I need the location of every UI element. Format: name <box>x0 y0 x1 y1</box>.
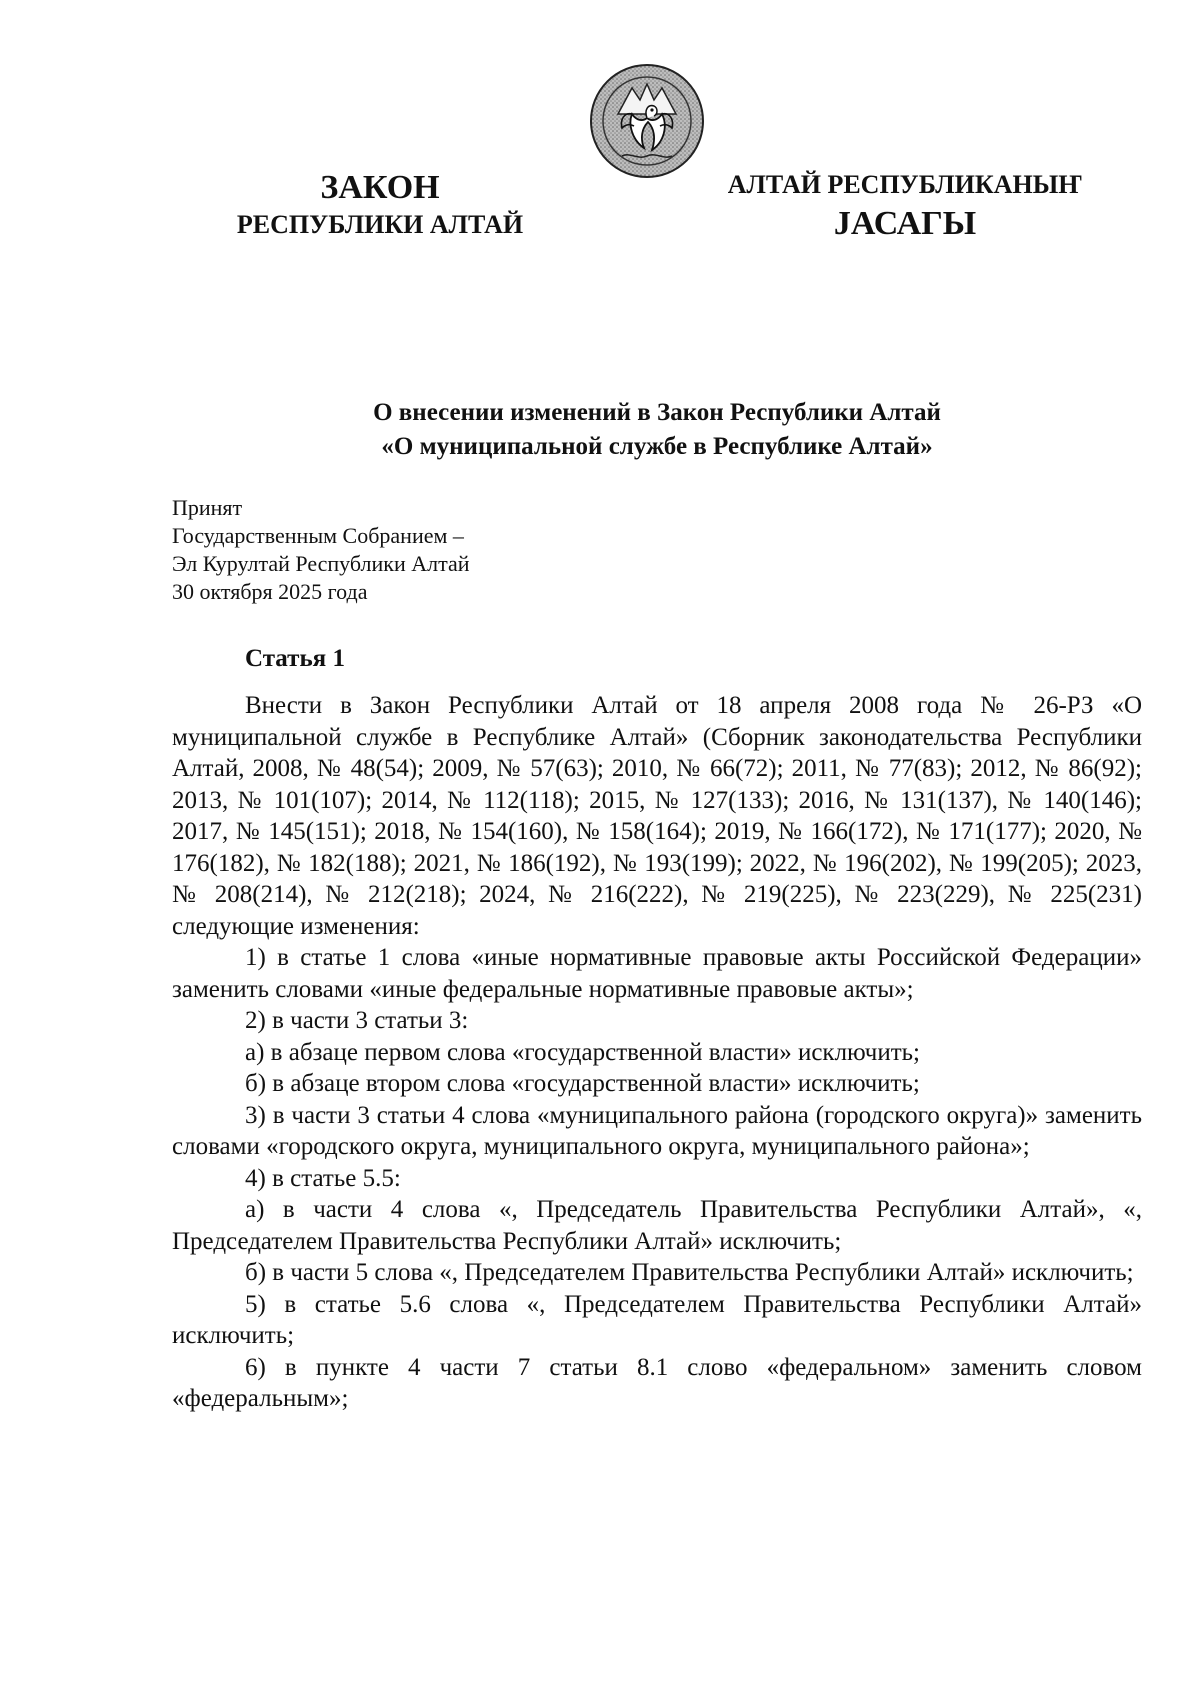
paragraph: 1) в статье 1 слова «иные нормативные правовые акты Российской Федерации» заменить словами «иные федеральные нормативные правовые акты»; <box>172 944 1142 1003</box>
paragraph: а) в части 4 слова «, Председатель Правительства Республики Алтай», «, Председателем Правительства Республики Алтай» исключить; <box>172 1196 1142 1255</box>
paragraph: б) в абзаце втором слова «государственной власти» исключить; <box>245 1070 920 1097</box>
law-header-russian <box>215 168 545 242</box>
paragraph: 2) в части 3 статьи 3: <box>245 1007 469 1034</box>
document-title <box>172 396 1142 464</box>
adoption-line: Принят <box>172 495 243 520</box>
article-heading: Статья 1 <box>245 645 345 672</box>
title-line: О внесении изменений в Закон Республики Алтай <box>373 399 941 426</box>
republic-altai-emblem-icon <box>588 62 706 180</box>
adoption-line: Эл Курултай Республики Алтай <box>172 551 470 576</box>
paragraph: б) в части 5 слова «, Председателем Правительства Республики Алтай» исключить; <box>245 1259 1134 1286</box>
paragraph: Внести в Закон Республики Алтай от 18 апреля 2008 года № 26-РЗ «О муниципальной службе в Республике Алтай» (Сборник законодательства Республики Алтай, 2008, № 48(54); 2009, № 57(63); 2010, № 66(72); 2011, № 77(83); 2012, № 86(92); 2013, № 101(107); 2014, № 112(118); 2015, № 127(133); 2016, № 131(137), № 140(146); 2017, № 145(151); 2018, № 154(160), № 158(164); 2019, № 166(172), № 171(177); 2020, № 176(182), № 182(188); 2021, № 186(192), № 193(199); 2022, № 196(202), № 199(205); 2023, № 208(214), № 212(218); 2024, № 216(222), № 219(225), № 223(229), № 225(231) следующие изменения: <box>172 692 1142 940</box>
title-line: «О муниципальной службе в Республике Алтай» <box>381 433 933 460</box>
header-republic-name: РЕСПУБЛИКИ АЛТАЙ <box>236 210 524 239</box>
header-republic-name-altai: АЛТАЙ РЕСПУБЛИКАНЫҤ <box>727 170 1083 199</box>
paragraph: 3) в части 3 статьи 4 слова «муниципального района (городского округа)» заменить словами «городского округа, муниципального округа, муниципального района»; <box>172 1101 1142 1160</box>
header-law-word: ЗАКОН <box>320 169 440 206</box>
article-body <box>172 690 1142 1415</box>
paragraph: 6) в пункте 4 части 7 статьи 8.1 слово «федеральном» заменить словом «федеральным»; <box>172 1353 1142 1412</box>
adoption-date: 30 октября 2025 года <box>172 579 368 604</box>
header-law-word-altai: ЈАСАГЫ <box>833 205 977 242</box>
paragraph: а) в абзаце первом слова «государственной власти» исключить; <box>245 1038 920 1066</box>
law-header-altai <box>705 168 1105 246</box>
paragraph: 4) в статье 5.5: <box>245 1164 401 1192</box>
adoption-info <box>172 494 470 606</box>
paragraph: 5) в статье 5.6 слова «, Председателем Правительства Республики Алтай» исключить; <box>172 1290 1142 1349</box>
adoption-line: Государственным Собранием – <box>172 523 464 548</box>
